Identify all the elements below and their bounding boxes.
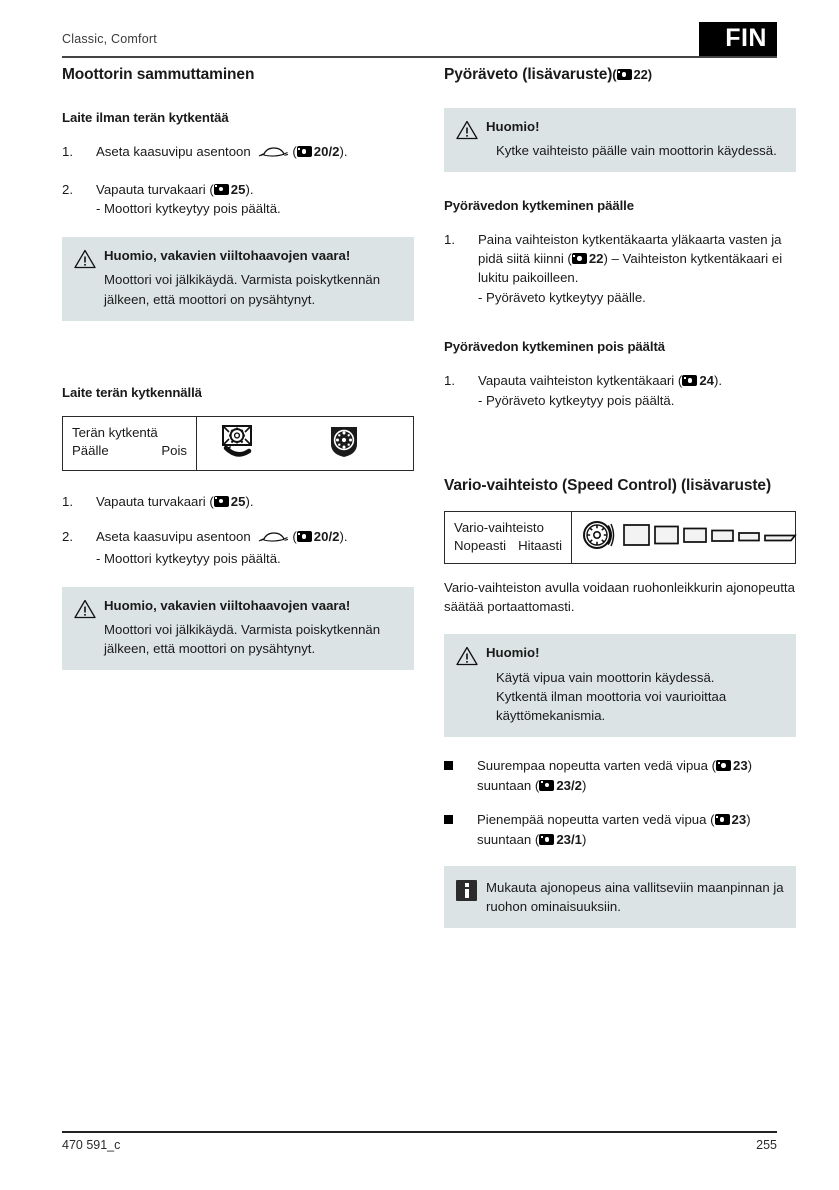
step-text xyxy=(478,372,796,410)
step-ref-close: ). xyxy=(713,373,723,389)
wheel-speed-icon xyxy=(582,519,616,556)
bullet-line-1-after: ) xyxy=(746,812,751,828)
subsection-title-no-blade-clutch: Laite ilman terän kytkentää xyxy=(62,110,229,125)
footer-divider xyxy=(62,1131,777,1133)
warning-box-gearbox xyxy=(444,108,796,172)
vario-table-labels xyxy=(445,512,572,563)
section-title-wheel-drive xyxy=(444,66,796,84)
step-substep: - Moottori kytkeytyy pois päältä. xyxy=(96,551,281,567)
warning-body-line-3: käyttömekanismia. xyxy=(496,707,606,723)
step-substep: - Pyöräveto kytkeytyy pois päältä. xyxy=(478,392,675,408)
step-ref-open: ( xyxy=(677,373,683,389)
step-substep: - Moottori kytkeytyy pois päältä. xyxy=(96,201,281,217)
vario-symbol-table xyxy=(444,511,796,564)
figure-ref-icon xyxy=(617,69,632,80)
bullet-line-1-before: Suurempaa nopeutta varten vedä vipua ( xyxy=(477,758,716,773)
subsection-title-with-blade-clutch: Laite terän kytkennällä xyxy=(62,384,202,400)
blade-disengaged-icon xyxy=(329,424,359,463)
step-text-main: Vapauta turvakaari xyxy=(96,493,206,509)
blade-table-label-off: Pois xyxy=(161,442,187,458)
step-item xyxy=(62,528,414,568)
vario-table-label-slow: Hitaasti xyxy=(518,537,563,553)
speed-step-bars-icon xyxy=(622,520,798,555)
figure-ref-number: 20/2 xyxy=(313,529,340,545)
step-text xyxy=(96,181,414,219)
step-line-2-after: ) – Vaihteiston kytkentäkaari xyxy=(603,251,769,267)
step-number: 2. xyxy=(62,529,73,545)
step-ref-close: ). xyxy=(245,493,254,509)
list-item xyxy=(444,811,796,849)
figure-ref-icon xyxy=(715,814,730,825)
step-number: 1. xyxy=(444,373,455,389)
steps-engage-drive xyxy=(444,231,796,307)
figure-ref-icon xyxy=(539,780,554,791)
warning-body: Moottori voi jälkikäydä. Varmista poiskytkennän jälkeen, että moottori on pysähtynyt. xyxy=(104,622,381,657)
figure-ref-number: 24 xyxy=(699,373,714,389)
info-box-speed-adaptation xyxy=(444,866,796,928)
subsection-title-disengage-drive: Pyörävedon kytkeminen pois päältä xyxy=(444,339,665,355)
step-ref-open: ( xyxy=(292,529,297,545)
steps-disengage-drive xyxy=(444,372,796,410)
page-header xyxy=(62,24,777,52)
warning-box-cut-injury-1 xyxy=(62,237,414,320)
right-column xyxy=(444,62,796,928)
steps-no-blade-clutch xyxy=(62,143,414,219)
figure-ref-icon xyxy=(572,253,587,264)
warning-content xyxy=(104,247,402,308)
step-text-main: Aseta kaasuvipu asentoon xyxy=(96,529,251,545)
vario-table-symbols xyxy=(572,512,806,563)
info-icon xyxy=(456,878,486,916)
step-item xyxy=(444,372,796,410)
step-ref-close: ). xyxy=(245,181,254,197)
figure-ref-number: 23/1 xyxy=(556,832,582,848)
vario-table-label-fast: Nopeasti xyxy=(454,537,507,553)
info-content xyxy=(486,878,784,916)
figure-ref-icon xyxy=(297,531,312,542)
vario-bullet-list xyxy=(444,757,796,850)
step-item xyxy=(444,231,796,307)
subsection-title-engage-drive: Pyörävedon kytkeminen päälle xyxy=(444,198,634,214)
warning-title: Huomio, vakavien viiltohaavojen vaara! xyxy=(104,248,351,264)
figure-ref-number: 23/2 xyxy=(556,777,582,793)
step-line-2-before: pidä siitä kiinni ( xyxy=(478,251,572,267)
figure-ref-number: 25 xyxy=(230,493,246,509)
warning-content xyxy=(104,597,402,658)
page-number: 255 xyxy=(756,1138,777,1152)
step-line-1: Paina vaihteiston kytkentäkaarta yläkaarta vasten ja xyxy=(478,232,782,248)
vario-table-label-title: Vario-vaihteisto xyxy=(454,519,544,535)
step-text xyxy=(96,143,414,164)
blade-engaged-icon xyxy=(219,421,257,466)
bullet-line-1-after: ) xyxy=(747,758,753,773)
step-text xyxy=(478,231,796,307)
square-bullet-icon xyxy=(444,811,477,849)
vario-description: Vario-vaihteiston avulla voidaan ruohonleikkurin ajonopeutta säätää portaattomasti. xyxy=(444,580,795,615)
step-number: 1. xyxy=(444,232,455,248)
step-item xyxy=(62,181,414,219)
blade-table-label-title: Terän kytkentä xyxy=(72,424,158,440)
section-title-vario xyxy=(444,477,796,495)
bullet-line-2-before: suuntaan ( xyxy=(477,777,540,793)
warning-box-cut-injury-2 xyxy=(62,587,414,670)
figure-ref-number: 23 xyxy=(733,758,748,773)
turtle-throttle-symbol xyxy=(257,530,289,549)
blade-table-symbols xyxy=(197,417,413,470)
figure-ref-icon xyxy=(214,184,229,195)
figure-ref-number: 22 xyxy=(633,67,648,82)
blade-table-label-row xyxy=(72,442,187,460)
section-ref-close: ) xyxy=(647,67,653,82)
figure-ref-number: 22 xyxy=(588,251,604,267)
list-item-text xyxy=(477,757,796,795)
step-text-main: Vapauta vaihteiston kytkentäkaari xyxy=(478,373,675,389)
step-ref-close: ). xyxy=(339,144,348,159)
turtle-throttle-symbol xyxy=(257,145,289,164)
warning-body: Moottori voi jälkikäydä. Varmista poiskytkennän jälkeen, että moottori on pysähtynyt. xyxy=(104,272,381,307)
figure-ref-number: 25 xyxy=(230,181,246,197)
section-ref xyxy=(612,67,652,82)
warning-triangle-icon xyxy=(456,644,486,725)
step-number: 1. xyxy=(62,144,73,159)
warning-body-line-2: Kytkentä ilman moottoria voi vaurioittaa xyxy=(496,688,727,704)
warning-title: Huomio! xyxy=(486,119,540,134)
bullet-line-2-after: ) xyxy=(582,777,587,793)
blade-table-label-on: Päälle xyxy=(72,442,109,458)
step-text xyxy=(96,493,414,512)
figure-ref-icon xyxy=(539,834,554,845)
list-item xyxy=(444,757,796,795)
page-title xyxy=(62,66,414,84)
section-title-text: Moottorin sammuttaminen xyxy=(62,66,255,83)
list-item-text xyxy=(477,811,796,849)
bullet-line-2-after: ) xyxy=(582,832,587,848)
bullet-line-2-before: suuntaan ( xyxy=(477,832,540,848)
page-footer xyxy=(62,1138,777,1152)
step-ref-open: ( xyxy=(209,493,214,509)
document-number: 470 591_c xyxy=(62,1138,121,1152)
warning-triangle-icon xyxy=(456,118,486,160)
warning-content xyxy=(486,118,784,160)
step-number: 1. xyxy=(62,493,73,509)
figure-ref-icon xyxy=(716,760,731,771)
model-line: Classic, Comfort xyxy=(62,32,157,46)
info-body: Mukauta ajonopeus aina vallitseviin maanpinnan ja ruohon ominaisuuksiin. xyxy=(486,879,784,915)
step-text-main: Aseta kaasuvipu asentoon xyxy=(96,144,251,159)
warning-triangle-icon xyxy=(74,597,104,658)
figure-ref-icon xyxy=(214,496,229,507)
step-substep: - Pyöräveto kytkeytyy päälle. xyxy=(478,289,646,305)
step-item xyxy=(62,143,414,164)
step-number: 2. xyxy=(62,181,73,197)
warning-triangle-icon xyxy=(74,247,104,308)
blade-clutch-symbol-table xyxy=(62,416,414,471)
warning-title: Huomio! xyxy=(486,645,540,661)
warning-content xyxy=(486,644,784,725)
step-item xyxy=(62,493,414,512)
step-ref-open: ( xyxy=(209,181,214,197)
step-line-3: ei lukitu paikoilleen. xyxy=(478,251,783,285)
step-ref-close: ). xyxy=(339,529,348,545)
blade-table-labels xyxy=(63,417,197,470)
steps-with-blade-clutch xyxy=(62,493,414,569)
vario-table-label-row xyxy=(454,537,562,555)
section-ref-open: ( xyxy=(612,67,617,82)
step-text-main: Vapauta turvakaari xyxy=(96,181,206,197)
figure-ref-icon xyxy=(297,146,312,157)
figure-ref-icon xyxy=(682,375,697,386)
warning-body-line-1: Käytä vipua vain moottorin käydessä. xyxy=(496,669,715,685)
step-ref-open: ( xyxy=(292,144,297,159)
section-title-text: Vario-vaihteisto (Speed Control) (lisävaruste) xyxy=(444,476,772,494)
warning-title: Huomio, vakavien viiltohaavojen vaara! xyxy=(104,597,351,613)
warning-body xyxy=(486,668,784,725)
step-text xyxy=(96,528,414,568)
bullet-line-2 xyxy=(477,831,796,850)
bullet-line-1-before: Pienempää nopeutta varten vedä vipua ( xyxy=(477,812,715,828)
square-bullet-icon xyxy=(444,757,477,795)
left-column xyxy=(62,62,414,670)
warning-box-lever xyxy=(444,634,796,737)
bullet-line-2 xyxy=(477,777,796,796)
language-badge: FIN xyxy=(699,22,777,57)
warning-body: Kytke vaihteisto päälle vain moottorin käydessä. xyxy=(496,143,777,159)
figure-ref-number: 23 xyxy=(731,812,747,828)
section-title-text: Pyöräveto (lisävaruste) xyxy=(444,66,613,83)
header-divider xyxy=(62,56,777,58)
figure-ref-number: 20/2 xyxy=(313,144,340,159)
